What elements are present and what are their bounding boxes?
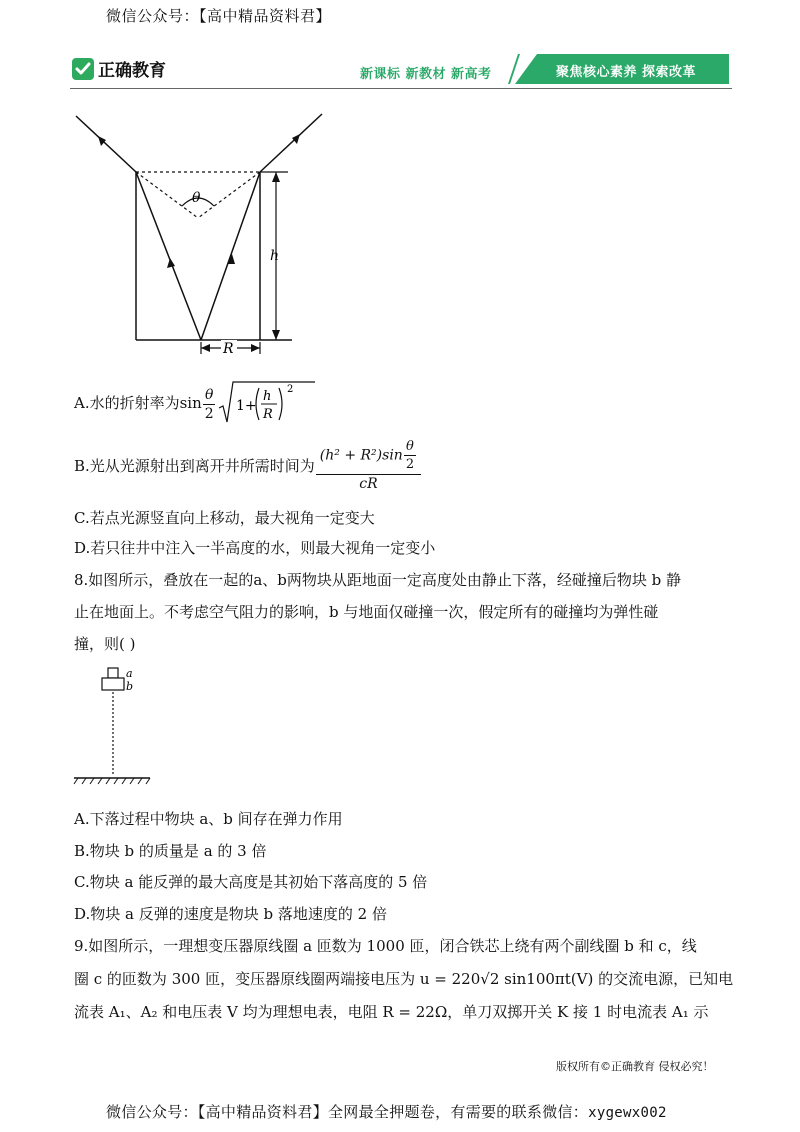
q8-option-b: B.物块 b 的质量是 a 的 3 倍 — [74, 842, 267, 860]
ray-left-out — [76, 116, 136, 172]
ray-right-out — [260, 114, 322, 172]
q7-a-exp: 2 — [286, 384, 294, 395]
header-divider — [70, 88, 732, 89]
block-b-label: b — [126, 680, 134, 693]
block-a-label: a — [126, 667, 133, 680]
q7-option-b-prefix: B.光从光源射出到离开井所需时间为 — [74, 457, 315, 475]
sqrt-expression — [217, 380, 317, 428]
q7-option-a-prefix: A.水的折射率为 — [74, 394, 180, 412]
copyright-notice: 版权所有©正确教育 侵权必究！ — [556, 1060, 714, 1073]
arrow-right-out — [292, 134, 300, 144]
q7-option-a — [74, 380, 317, 428]
brand-name: 正确教育 — [98, 61, 166, 81]
q9-line3: 流表 A₁、A₂ 和电压表 V 均为理想电表，电阻 R = 22Ω，单刀双掷开关 K 接 1 时电流表 A₁ 示 — [74, 1003, 709, 1021]
ground-hatch — [74, 778, 150, 784]
q9-line1: 9.如图所示，一理想变压器原线圈 a 匝数为 1000 匝，闭合铁芯上绕有两个副线圈 b 和 c，线 — [74, 937, 697, 955]
q7-b-numerator: (h² + R²)sin — [319, 447, 403, 464]
footer-wechat-prefix: 微信公众号：【高中精品资料君】全网最全押题卷，有需要的联系微信： — [106, 1103, 589, 1121]
stacked-blocks-diagram — [72, 664, 156, 788]
q8-stem-line3: 撞，则( ) — [74, 635, 136, 653]
arrow-left-in — [167, 258, 175, 268]
h-label: h — [270, 248, 280, 264]
block-a — [108, 668, 118, 678]
q7-option-d: D.若只往井中注入一半高度的水，则最大视角一定变小 — [74, 539, 436, 557]
q7-option-a-sin: sin — [179, 394, 202, 412]
header-wechat-text: 微信公众号：【高中精品资料君】 — [106, 7, 332, 25]
q7-a-two: 2 — [204, 405, 214, 422]
banner-stripe — [508, 54, 520, 84]
q7-a-r: R — [262, 407, 273, 422]
brand-logo — [72, 56, 166, 81]
checkmark-icon — [72, 58, 94, 80]
footer-wechat-id: xygewx002 — [588, 1105, 667, 1121]
q8-stem-line1: 8.如图所示，叠放在一起的a、b两物块从距地面一定高度处由静止下落，经碰撞后物块 b 静 — [74, 571, 681, 589]
block-b — [102, 678, 124, 690]
q7-option-c: C.若点光源竖直向上移动，最大视角一定变大 — [74, 509, 375, 527]
r-label: R — [223, 341, 234, 357]
q7-a-one-plus: 1+ — [235, 398, 257, 414]
q7-a-theta: θ — [205, 386, 214, 403]
q9-line2: 圈 c 的匝数为 300 匝，变压器原线圈两端接电压为 u = 220√2 sin100πt(V) 的交流电源，已知电 — [74, 970, 734, 988]
q7-option-b — [74, 440, 422, 491]
q7-b-theta: θ — [406, 439, 414, 454]
well-refraction-diagram — [70, 108, 340, 358]
q8-option-d: D.物块 a 反弹的速度是物块 b 落地速度的 2 倍 — [74, 905, 387, 923]
q8-stem-line2: 止在地面上。不考虑空气阻力的影响，b 与地面仅碰撞一次，假定所有的碰撞均为弹性碰 — [74, 603, 659, 621]
q7-a-h: h — [262, 389, 272, 404]
q8-option-c: C.物块 a 能反弹的最大高度是其初始下落高度的 5 倍 — [74, 873, 428, 891]
theta-label: θ — [192, 190, 201, 206]
extension-right — [198, 172, 260, 218]
header-slogan-left: 新课标 新教材 新高考 — [360, 67, 492, 82]
arrow-left-out — [98, 136, 106, 146]
q8-option-a: A.下落过程中物块 a、b 间存在弹力作用 — [74, 810, 343, 828]
q7-b-two: 2 — [405, 457, 415, 472]
footer-wechat-text — [106, 1101, 667, 1122]
q7-b-denominator: cR — [359, 476, 378, 492]
header-slogan-right: 聚焦核心素养 探索改革 — [556, 65, 697, 80]
ray-right-in — [201, 172, 260, 340]
